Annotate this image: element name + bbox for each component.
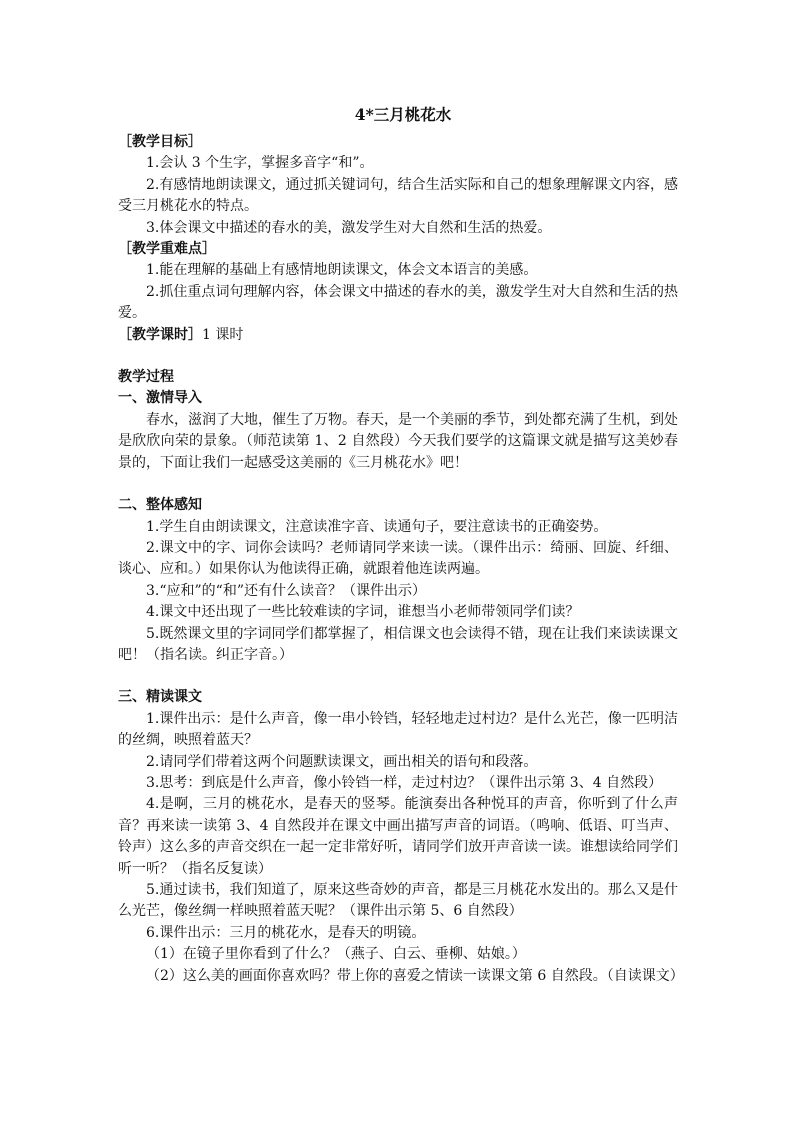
section-paragraph: 1.学生自由朗读课文，注意读准字音、读通句子，要注意读书的正确姿势。 (146, 518, 608, 535)
objective-item: 1.会认 3 个生字，掌握多音字“和”。 (146, 155, 374, 172)
key-points-heading: ［教学重难点］ (118, 241, 216, 258)
key-point-item: 2.抓住重点词句理解内容，体会课文中描述的春水的美，激发学生对大自然和生活的热爱。 (118, 283, 678, 322)
sub-paragraph: （1）在镜子里你看到了什么？（燕子、白云、垂柳、姑娘。） (146, 946, 526, 963)
class-hours-value: 1 课时 (202, 326, 244, 343)
section-paragraph: 2.课文中的字、词你会读吗？老师请同学来读一读。（课件出示：绮丽、回旋、纤细、谈心、应和。）如果你认为他读得正确，就跟着他连读两遍。 (118, 539, 678, 578)
objectives-heading: ［教学目标］ (118, 134, 202, 150)
section-paragraph: 2.请同学们带着这两个问题默读课文，画出相关的语句和段落。 (146, 753, 538, 770)
section-paragraph: 春水，滋润了大地，催生了万物。春天，是一个美丽的季节，到处都充满了生机，到处是欣欣向荣的景象。（师范读第 1、2 自然段）今天我们要学的这篇课文就是描写这美妙春景的，下面让我们一起感受这美丽的《三月桃花水》吧！ (118, 411, 678, 471)
document-page (118, 104, 684, 987)
section-paragraph: 6.课件出示：三月的桃花水，是春天的明镜。 (146, 924, 426, 941)
section-paragraph: 5.既然课文里的字词同学们都掌握了，相信课文也会读得不错，现在让我们来读读课文吧！（指名读。纠正字音。） (118, 625, 678, 663)
key-point-item: 1.能在理解的基础上有感情地朗读课文，体会文本语言的美感。 (146, 262, 538, 279)
section-paragraph: 4.课文中还出现了一些比较难读的字词，谁想当小老师带领同学们读？ (146, 604, 580, 621)
section-paragraph: 1.课件出示：是什么声音，像一串小铃铛，轻轻地走过村边？是什么光芒，像一匹明洁的丝绸，映照着蓝天？ (118, 710, 678, 749)
section-heading: 二、整体感知 (118, 497, 202, 514)
section-heading: 三、精读课文 (118, 689, 202, 706)
section-paragraph: 4.是啊，三月的桃花水，是春天的竖琴。能演奏出各种悦耳的声音，你听到了什么声音？再来读一读第 3、4 自然段并在课文中画出描写声音的词语。（鸣响、低语、叮当声、铃声）这么多的声音交织在一起一定非常好听，请同学们放开声音读一读。谁想读给同学们听一听？（指名反复读） (118, 796, 678, 877)
class-hours-heading: ［教学课时］ (118, 326, 202, 343)
sub-paragraph: （2）这么美的画面你喜欢吗？带上你的喜爱之情读一读课文第 6 自然段。（自读课文） (146, 967, 684, 984)
page-title: 4*三月桃花水 (354, 105, 452, 124)
section-paragraph: 3.“应和”的“和”还有什么读音？（课件出示） (146, 582, 426, 599)
section-paragraph: 5.通过读书，我们知道了，原来这些奇妙的声音，都是三月桃花水发出的。那么又是什么光芒，像丝绸一样映照着蓝天呢？（课件出示第 5、6 自然段） (118, 882, 678, 920)
section-heading: 一、激情导入 (118, 390, 202, 407)
process-heading: 教学过程 (118, 369, 174, 386)
objective-item: 2.有感情地朗读课文，通过抓关键词句，结合生活实际和自己的想象理解课文内容，感受三月桃花水的特点。 (118, 176, 678, 215)
class-hours-line (118, 325, 678, 346)
section-paragraph: 3.思考：到底是什么声音，像小铃铛一样，走过村边？（课件出示第 3、4 自然段） (146, 774, 663, 791)
objective-item: 3.体会课文中描述的春水的美，激发学生对大自然和生活的热爱。 (146, 219, 552, 236)
